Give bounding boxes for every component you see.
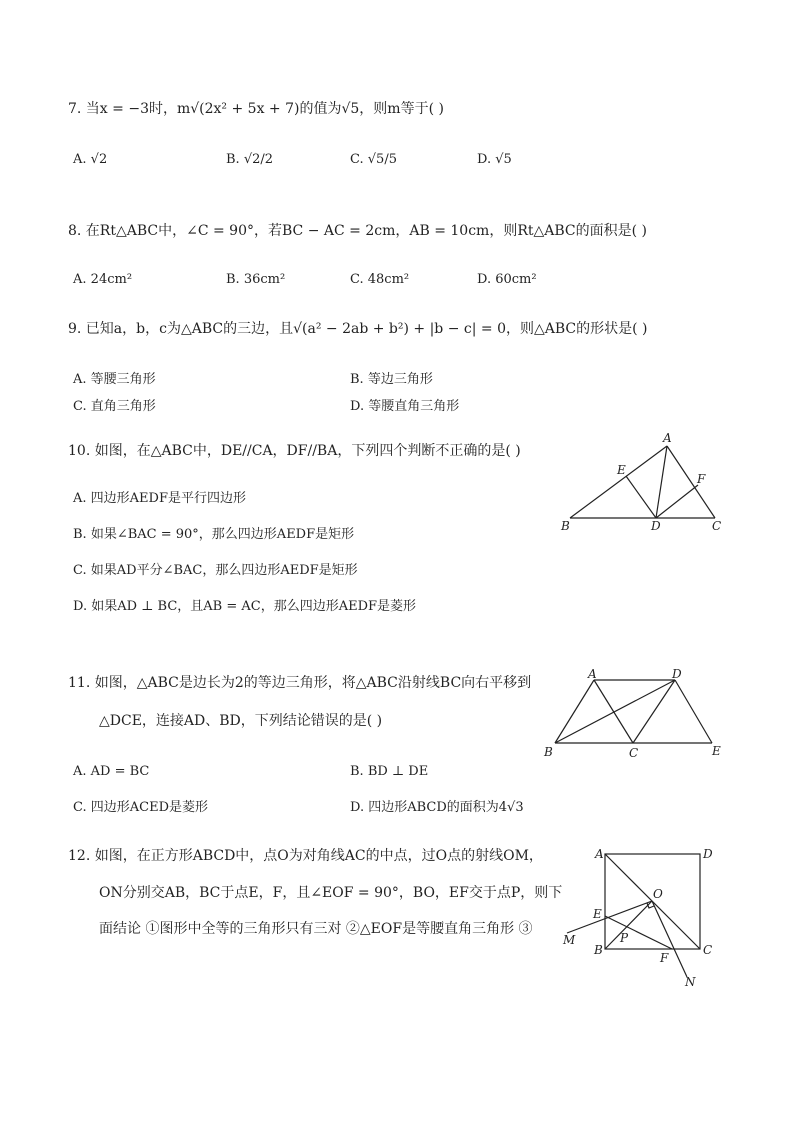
q10-label-c: C	[712, 519, 722, 533]
q11-stem-line1: 11. 如图，△ABC是边长为2的等边三角形，将△ABC沿射线BC向右平移到	[68, 675, 532, 691]
option-text: 36cm²	[243, 272, 286, 287]
segment-dc	[633, 680, 675, 743]
segment-ef	[605, 916, 672, 949]
option-text: AD = BC	[90, 764, 150, 779]
option-label: A.	[73, 491, 87, 506]
segment-ad	[656, 446, 667, 518]
segment-de	[626, 476, 656, 518]
q7-option-c[interactable]	[350, 152, 397, 167]
option-label: B.	[73, 527, 87, 542]
segment-df	[656, 485, 698, 518]
option-text: 四边形AEDF是平行四边形	[90, 491, 246, 506]
q8-option-b[interactable]	[226, 272, 285, 287]
option-label: C.	[350, 272, 364, 287]
q12-label-c: C	[703, 943, 713, 957]
q11-label-e: E	[712, 744, 721, 758]
q10-label-e: E	[617, 463, 626, 477]
option-label: A.	[73, 372, 87, 387]
segment-ac	[594, 680, 633, 743]
ray-on	[652, 901, 687, 977]
q12-label-a: A	[595, 847, 604, 861]
q11-label-b: B	[544, 745, 553, 759]
option-label: D.	[477, 272, 492, 287]
option-text: 如果AD ⊥ BC，且AB = AC，那么四边形AEDF是菱形	[91, 599, 417, 614]
q11-option-a[interactable]	[73, 764, 149, 779]
q10-option-a[interactable]	[73, 487, 246, 506]
q7-option-d[interactable]	[477, 152, 512, 167]
option-text: 四边形ABCD的面积为4√3	[368, 800, 524, 815]
q12-figure	[555, 840, 730, 990]
q11-stem-line2: △DCE，连接AD、BD，下列结论错误的是( )	[99, 713, 383, 729]
segment-ab	[555, 680, 594, 743]
option-text: 24cm²	[90, 272, 133, 287]
option-text: 如果∠BAC = 90°，那么四边形AEDF是矩形	[90, 527, 355, 542]
option-label: D.	[477, 152, 492, 167]
option-text: √2	[90, 152, 108, 167]
option-text: 如果AD平分∠BAC，那么四边形AEDF是矩形	[90, 563, 358, 578]
q8-option-d[interactable]	[477, 272, 537, 287]
q12-label-b: B	[594, 943, 603, 957]
option-label: D.	[73, 599, 88, 614]
q10-option-b[interactable]	[73, 523, 354, 542]
option-label: A.	[73, 764, 87, 779]
option-text: √2/2	[243, 152, 274, 167]
segment-bo	[605, 901, 652, 949]
q10-label-d: D	[651, 519, 661, 533]
q11-option-d[interactable]	[350, 796, 524, 815]
q12-label-e: E	[593, 907, 602, 921]
q8-stem: 8. 在Rt△ABC中，∠C = 90°，若BC − AC = 2cm，AB = 10cm，则Rt△ABC的面积是( )	[68, 223, 648, 239]
q7-option-a[interactable]	[73, 152, 107, 167]
option-label: B.	[350, 372, 364, 387]
q12-stem-line3: 面结论 ①图形中全等的三角形只有三对 ②△EOF是等腰直角三角形 ③	[99, 921, 533, 937]
q11-label-a: A	[588, 667, 597, 681]
option-label: A.	[73, 272, 87, 287]
option-text: 等边三角形	[367, 372, 433, 387]
q10-option-d[interactable]	[73, 595, 416, 614]
q12-label-d: D	[703, 847, 713, 861]
q10-label-a: A	[663, 431, 672, 445]
q8-option-c[interactable]	[350, 272, 409, 287]
q9-option-b[interactable]	[350, 368, 433, 387]
option-label: B.	[226, 272, 240, 287]
option-text: √5/5	[367, 152, 397, 167]
q7-option-b[interactable]	[226, 152, 273, 167]
option-text: 直角三角形	[90, 399, 156, 414]
q11-figure	[540, 665, 730, 765]
q12-label-o: O	[653, 887, 663, 901]
segment-bd	[555, 680, 675, 743]
segment-ac	[667, 446, 715, 518]
option-text: √5	[495, 152, 512, 167]
q12-label-n: N	[685, 975, 696, 989]
q9-option-d[interactable]	[350, 395, 459, 414]
q12-label-p: P	[620, 931, 629, 945]
q12-label-m: M	[563, 933, 576, 947]
q7-stem: 7. 当x = −3时，m√(2x² + 5x + 7)的值为√5，则m等于( )	[68, 101, 444, 117]
option-label: C.	[73, 563, 87, 578]
q10-stem: 10. 如图，在△ABC中，DE//CA，DF//BA，下列四个判断不正确的是( )	[68, 443, 521, 459]
option-label: B.	[350, 764, 364, 779]
q10-figure	[555, 428, 735, 538]
option-text: 等腰直角三角形	[368, 399, 460, 414]
option-label: C.	[73, 800, 87, 815]
option-text: 60cm²	[495, 272, 537, 287]
q10-option-c[interactable]	[73, 559, 358, 578]
option-label: D.	[350, 800, 365, 815]
q12-label-f: F	[660, 951, 669, 965]
option-label: D.	[350, 399, 365, 414]
q11-label-d: D	[672, 667, 682, 681]
q12-stem-line1: 12. 如图，在正方形ABCD中，点O为对角线AC的中点，过O点的射线OM，	[68, 848, 543, 864]
option-label: C.	[350, 152, 364, 167]
q8-option-a[interactable]	[73, 272, 132, 287]
q11-option-c[interactable]	[73, 796, 208, 815]
option-label: B.	[226, 152, 240, 167]
option-label: A.	[73, 152, 87, 167]
q9-stem: 9. 已知a，b，c为△ABC的三边，且√(a² − 2ab + b²) + |b − c| = 0，则△ABC的形状是( )	[68, 321, 648, 337]
option-text: 等腰三角形	[90, 372, 156, 387]
q12-stem-line2: ON分别交AB，BC于点E，F，且∠EOF = 90°，BO，EF交于点P，则下	[99, 885, 563, 901]
q9-option-c[interactable]	[73, 395, 156, 414]
option-text: 四边形ACED是菱形	[90, 800, 209, 815]
q10-label-f: F	[697, 472, 706, 486]
segment-de	[675, 680, 712, 743]
q11-option-b[interactable]	[350, 764, 428, 779]
q10-label-b: B	[561, 519, 570, 533]
option-text: BD ⊥ DE	[367, 764, 429, 779]
q9-option-a[interactable]	[73, 368, 156, 387]
option-text: 48cm²	[367, 272, 410, 287]
q11-label-c: C	[629, 746, 639, 760]
segment-ab	[570, 446, 667, 518]
option-label: C.	[73, 399, 87, 414]
ray-om	[567, 901, 652, 933]
